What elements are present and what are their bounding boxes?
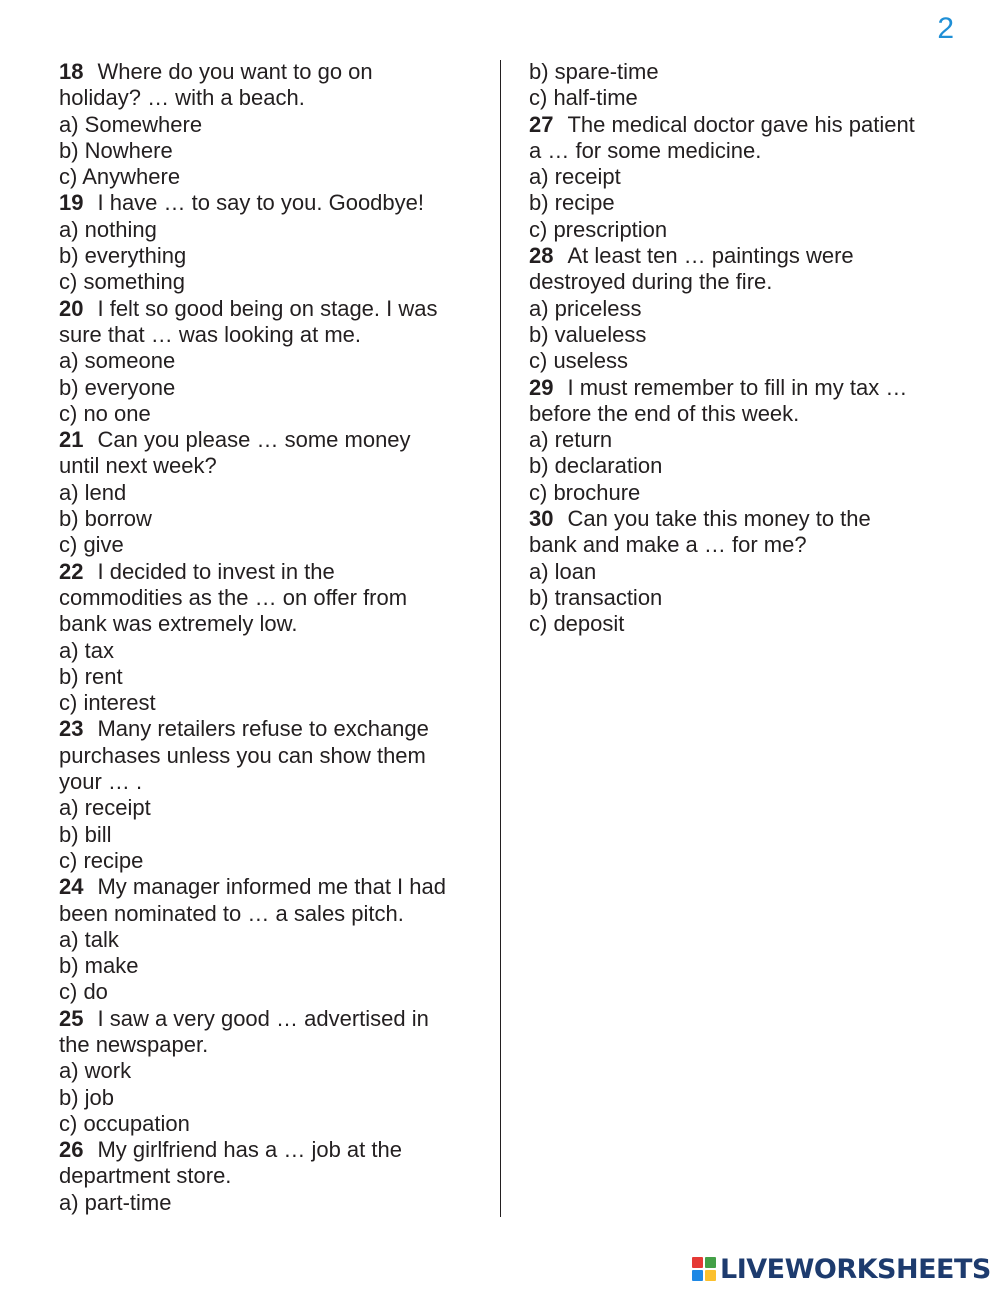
- question-line: [529, 269, 949, 295]
- question-line: [59, 427, 479, 453]
- answer-option[interactable]: c) do: [59, 979, 108, 1005]
- answer-option[interactable]: a) return: [529, 427, 613, 453]
- question-number: 29: [529, 374, 554, 400]
- question-line: [59, 1163, 479, 1189]
- answer-option[interactable]: c) deposit: [529, 611, 625, 637]
- question-line: [59, 901, 479, 927]
- question-text: My girlfriend has a … job at the: [97, 1137, 402, 1163]
- question-line: [529, 401, 949, 427]
- question-number: 26: [59, 1137, 84, 1163]
- answer-option[interactable]: c) interest: [59, 690, 156, 716]
- answer-option[interactable]: a) lend: [59, 479, 127, 505]
- answer-option[interactable]: b) transaction: [529, 584, 663, 610]
- answer-option[interactable]: b) job: [59, 1084, 115, 1110]
- question-line: [59, 322, 479, 348]
- answer-option[interactable]: c) no one: [59, 400, 151, 426]
- logo-mark-icon: [692, 1257, 716, 1281]
- answer-option[interactable]: a) tax: [59, 637, 115, 663]
- question-number: 23: [59, 716, 84, 742]
- question-block: [529, 506, 949, 637]
- answer-option[interactable]: b) bill: [59, 821, 112, 847]
- answer-option[interactable]: b) everyone: [59, 374, 176, 400]
- question-text: Can you please … some money: [97, 427, 411, 453]
- question-block: [59, 716, 479, 874]
- question-text: destroyed during the fire.: [529, 269, 773, 295]
- question-number: 22: [59, 558, 84, 584]
- question-number: 19: [59, 190, 84, 216]
- question-block: [529, 59, 949, 112]
- answer-option[interactable]: b) everything: [59, 243, 187, 269]
- question-text: purchases unless you can show them: [59, 742, 426, 768]
- question-text: At least ten … paintings were: [567, 243, 854, 269]
- question-line: [529, 532, 949, 558]
- question-text: I decided to invest in the: [97, 558, 335, 584]
- answer-option[interactable]: c) half-time: [529, 85, 638, 111]
- question-line: [529, 243, 949, 269]
- answer-option[interactable]: b) recipe: [529, 190, 615, 216]
- question-number: 30: [529, 506, 554, 532]
- answer-option[interactable]: c) recipe: [59, 847, 144, 873]
- question-text: the newspaper.: [59, 1031, 209, 1057]
- question-number: 18: [59, 59, 84, 84]
- question-block: [59, 427, 479, 558]
- question-block: [529, 112, 949, 243]
- question-text: The medical doctor gave his patient: [567, 111, 915, 137]
- question-line: [59, 1032, 479, 1058]
- question-line: [59, 611, 479, 637]
- question-line: [59, 585, 479, 611]
- answer-option[interactable]: a) receipt: [529, 164, 621, 190]
- logo-text: LIVEWORKSHEETS: [720, 1253, 991, 1285]
- question-text: I saw a very good … advertised in: [97, 1005, 429, 1031]
- question-block: [59, 296, 479, 427]
- answer-option[interactable]: a) Somewhere: [59, 111, 203, 137]
- column-divider: [500, 60, 501, 1217]
- question-line: [59, 190, 479, 216]
- question-number: 20: [59, 295, 84, 321]
- answer-option[interactable]: a) nothing: [59, 216, 157, 242]
- answer-option[interactable]: b) spare-time: [529, 59, 659, 84]
- right-column: [529, 59, 949, 638]
- question-line: [529, 506, 949, 532]
- answer-option[interactable]: a) talk: [59, 926, 119, 952]
- question-text: Can you take this money to the: [567, 506, 871, 532]
- question-text: I have … to say to you. Goodbye!: [97, 190, 425, 216]
- answer-option[interactable]: b) declaration: [529, 453, 663, 479]
- question-number: 24: [59, 874, 84, 900]
- question-line: [529, 138, 949, 164]
- answer-option[interactable]: b) make: [59, 953, 139, 979]
- question-text: I must remember to fill in my tax …: [567, 374, 908, 400]
- question-block: [529, 375, 949, 506]
- question-block: [529, 243, 949, 374]
- question-number: 25: [59, 1005, 84, 1031]
- answer-option[interactable]: b) rent: [59, 663, 123, 689]
- answer-option[interactable]: a) part-time: [59, 1189, 172, 1215]
- question-number: 28: [529, 243, 554, 269]
- answer-option[interactable]: c) something: [59, 269, 185, 295]
- question-line: [59, 296, 479, 322]
- question-line: [59, 769, 479, 795]
- question-text: sure that … was looking at me.: [59, 321, 362, 347]
- question-line: [59, 1137, 479, 1163]
- question-line: [59, 716, 479, 742]
- answer-option[interactable]: c) occupation: [59, 1110, 190, 1136]
- answer-option[interactable]: c) prescription: [529, 216, 668, 242]
- question-text: Where do you want to go on: [97, 59, 373, 84]
- question-block: [59, 59, 479, 190]
- question-text: bank and make a … for me?: [529, 532, 807, 558]
- answer-option[interactable]: a) someone: [59, 348, 176, 374]
- answer-option[interactable]: a) work: [59, 1058, 132, 1084]
- page-number: 2: [937, 12, 954, 45]
- answer-option[interactable]: a) loan: [529, 558, 597, 584]
- question-line: [59, 743, 479, 769]
- question-text: bank was extremely low.: [59, 611, 298, 637]
- answer-option[interactable]: c) give: [59, 532, 124, 558]
- answer-option[interactable]: a) priceless: [529, 295, 642, 321]
- question-line: [529, 112, 949, 138]
- question-line: [59, 1006, 479, 1032]
- question-text: holiday? … with a beach.: [59, 85, 305, 111]
- question-text: your … .: [59, 769, 143, 795]
- question-line: [529, 375, 949, 401]
- question-text: a … for some medicine.: [529, 137, 762, 163]
- question-block: [59, 190, 479, 295]
- question-line: [59, 559, 479, 585]
- question-line: [59, 453, 479, 479]
- question-text: commodities as the … on offer from: [59, 584, 408, 610]
- question-block: [59, 874, 479, 1005]
- question-block: [59, 559, 479, 717]
- answer-option[interactable]: b) borrow: [59, 506, 152, 532]
- question-number: 27: [529, 111, 554, 137]
- question-text: My manager informed me that I had: [97, 874, 446, 900]
- question-line: [59, 874, 479, 900]
- question-block: [59, 1006, 479, 1137]
- question-text: Many retailers refuse to exchange: [97, 716, 429, 742]
- liveworksheets-logo[interactable]: [692, 1252, 991, 1286]
- answer-option[interactable]: c) useless: [529, 348, 629, 374]
- question-line: [59, 85, 479, 111]
- answer-option[interactable]: c) brochure: [529, 479, 641, 505]
- question-number: 21: [59, 427, 84, 453]
- question-line: [59, 59, 479, 85]
- answer-option[interactable]: a) receipt: [59, 795, 151, 821]
- question-text: I felt so good being on stage. I was: [97, 295, 438, 321]
- question-text: before the end of this week.: [529, 400, 800, 426]
- question-text: department store.: [59, 1163, 232, 1189]
- left-column: [59, 59, 479, 1216]
- answer-option[interactable]: b) valueless: [529, 321, 647, 347]
- question-text: been nominated to … a sales pitch.: [59, 900, 404, 926]
- answer-option[interactable]: b) Nowhere: [59, 137, 173, 163]
- question-block: [59, 1137, 479, 1216]
- question-text: until next week?: [59, 453, 217, 479]
- answer-option[interactable]: c) Anywhere: [59, 164, 181, 190]
